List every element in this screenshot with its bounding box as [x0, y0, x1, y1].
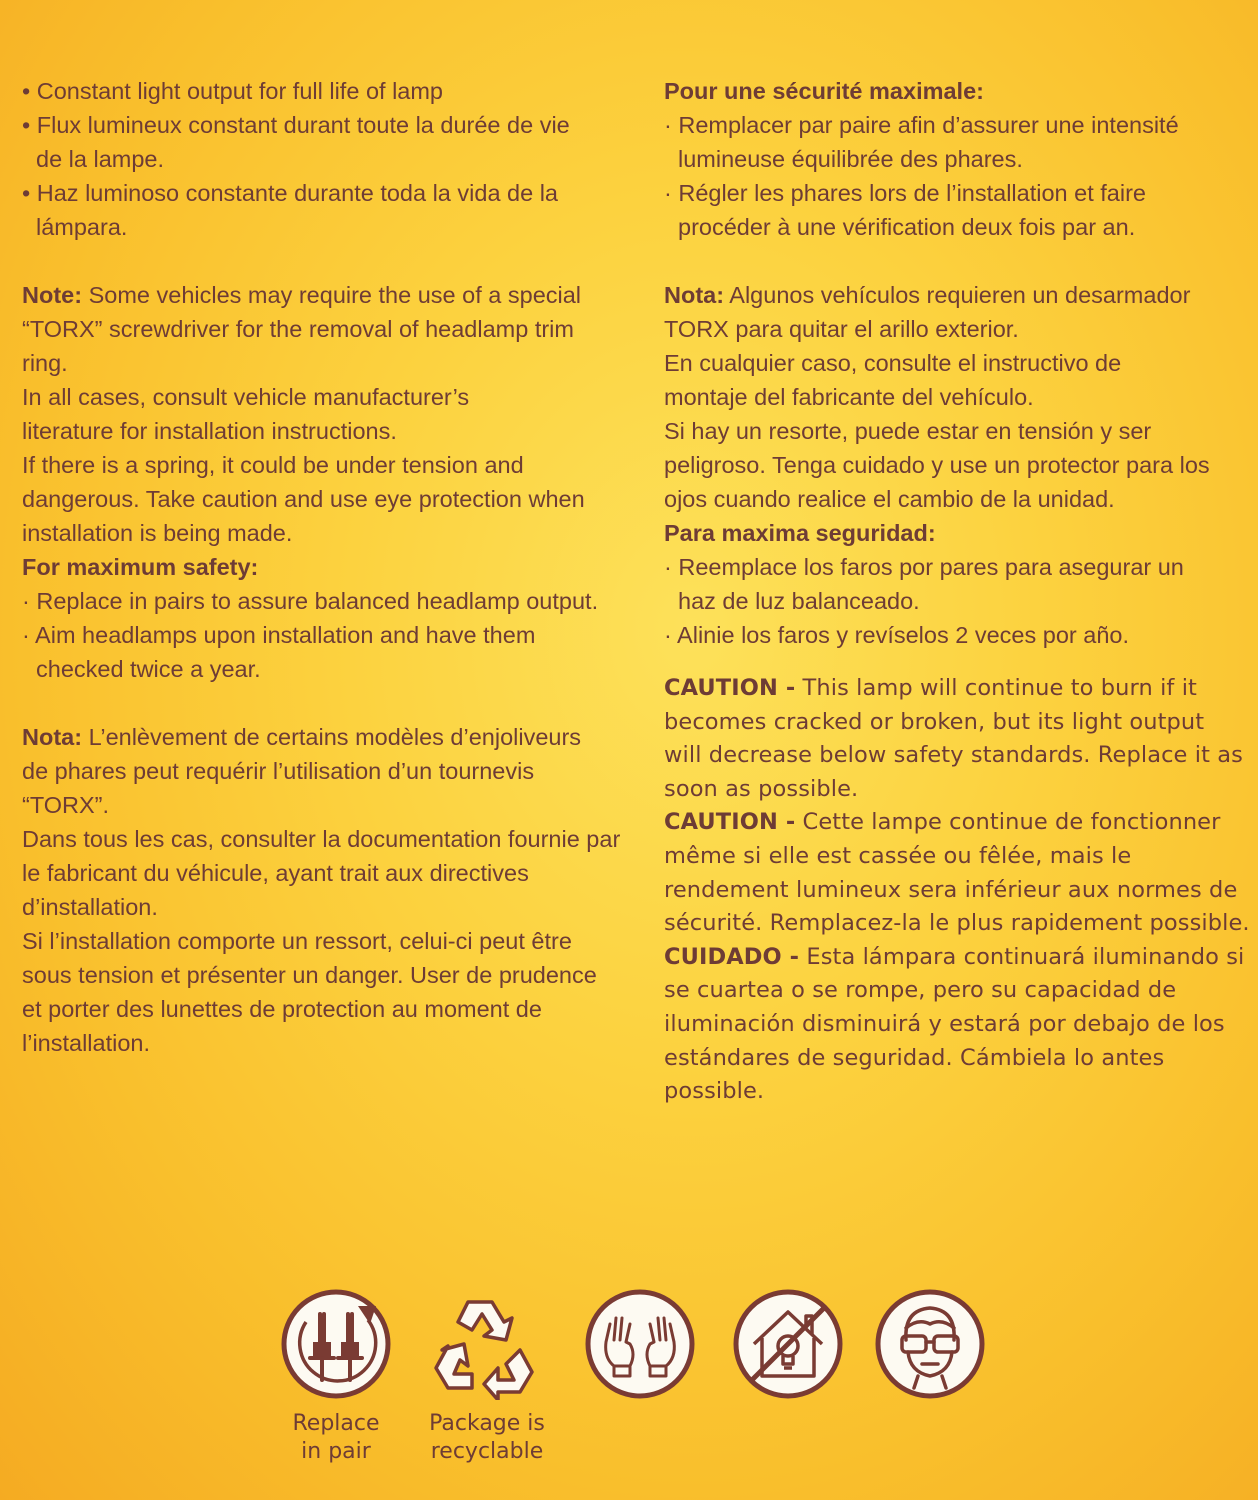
cuidado-label: CUIDADO - [664, 943, 800, 970]
caution-block [664, 672, 1258, 1109]
nota-line: Dans tous les cas, consulter la documentation fournie par le fabricant du véhicule, ayant trait aux directives d’installation. [22, 826, 621, 920]
cuidado-text: Esta lámpara continuará iluminando si se cuartea o se rompe, pero su capacidad de iluminación disminuirá y estará por debajo de los estándares de seguridad. Cámbiela lo antes possible. [664, 943, 1245, 1105]
es-nota-text: Algunos vehículos requieren un desarmador TORX para quitar el arillo exterior. [664, 282, 1191, 342]
note-text: Some vehicles may require the use of a special “TORX” screwdriver for the removal of headlamp trim ring. [22, 282, 582, 376]
note-line: If there is a spring, it could be under tension and dangerous. Take caution and use eye protection when installation is being made. [22, 452, 585, 546]
replace-in-pair-label [266, 1410, 406, 1466]
caution-fr-text: Cette lampe continue de fonctionner même si elle est cassée ou fêlée, mais le rendement lumineux sera inférieur aux normes de sécurité. Remplacez-la le plus rapidement possible. [664, 809, 1250, 937]
nota-paragraph [22, 720, 602, 822]
fr-safety-heading [664, 74, 1258, 108]
feature-bullet: • Haz luminoso constante durante toda la vida de la lámpara. [22, 180, 559, 240]
nota-label: Nota: [22, 724, 83, 750]
feature-bullet: • Flux lumineux constant durant toute la durée de vie de la lampe. [22, 112, 570, 172]
gloves-icon [584, 1288, 696, 1400]
left-column [22, 74, 632, 1060]
recycle-label-line: Package is [429, 1411, 545, 1436]
note-paragraph [22, 278, 592, 380]
es-safety-heading-text: Para maxima seguridad: [664, 520, 936, 546]
es-nota-paragraph [664, 278, 1224, 346]
replace-in-pair-icon [280, 1288, 392, 1400]
replace-label-line: Replace [292, 1411, 380, 1436]
right-column [664, 74, 1258, 1109]
replace-label-line: in pair [301, 1439, 371, 1464]
fr-safety-item: · Régler les phares lors de l’installation et faire procéder à une vérification deux fois par an. [664, 180, 1146, 240]
fr-safety-item: · Remplacer par paire afin d’assurer une intensité lumineuse équilibrée des phares. [664, 112, 1179, 172]
feature-bullet: • Constant light output for full life of lamp [22, 78, 444, 104]
caution-fr [664, 806, 1258, 940]
es-nota-line: Si hay un resorte, puede estar en tensión y ser peligroso. Tenga cuidado y use un protector para los ojos cuando realice el cambio de la unidad. [664, 418, 1210, 512]
safety-heading-text: For maximum safety: [22, 554, 259, 580]
es-nota-line: En cualquier caso, consulte el instructivo de montaje del fabricante del vehículo. [664, 350, 1122, 410]
safety-item: · Aim headlamps upon installation and have them checked twice a year. [22, 622, 536, 682]
es-safety-heading [664, 516, 1258, 550]
caution-en [664, 672, 1244, 806]
fr-safety-heading-text: Pour une sécurité maximale: [664, 78, 984, 104]
icon-row [280, 1288, 1000, 1408]
no-indoor-use-icon [732, 1288, 844, 1400]
note-label: Note: [22, 282, 83, 308]
nota-text: L’enlèvement de certains modèles d’enjoliveurs de phares peut requérir l’utilisation d’un tournevis “TORX”. [22, 724, 582, 818]
caution-fr-label: CAUTION - [664, 809, 796, 836]
safety-heading [22, 550, 632, 584]
es-safety-item: · Alinie los faros y revíselos 2 veces por año. [664, 622, 1129, 648]
nota-line: Si l’installation comporte un ressort, celui-ci peut être sous tension et présenter un danger. User de prudence et porter des lunettes de protection au moment de l’installation. [22, 928, 597, 1056]
caution-en-label: CAUTION - [664, 675, 796, 701]
caution-en-text: This lamp will continue to burn if it becomes cracked or broken, but its light output will decrease below safety standards. Replace it as soon as possible. [664, 675, 1243, 802]
recyclable-label [412, 1410, 562, 1466]
es-safety-item: · Reemplace los faros por pares para asegurar un haz de luz balanceado. [664, 554, 1184, 614]
es-nota-label: Nota: [664, 282, 725, 308]
cuidado-es [664, 941, 1254, 1109]
safety-glasses-icon [874, 1288, 986, 1400]
recycle-label-line: recyclable [430, 1439, 544, 1464]
note-line: In all cases, consult vehicle manufacturer’s literature for installation instructions. [22, 384, 470, 444]
safety-item: · Replace in pairs to assure balanced headlamp output. [22, 588, 599, 614]
recycle-icon [428, 1288, 540, 1400]
